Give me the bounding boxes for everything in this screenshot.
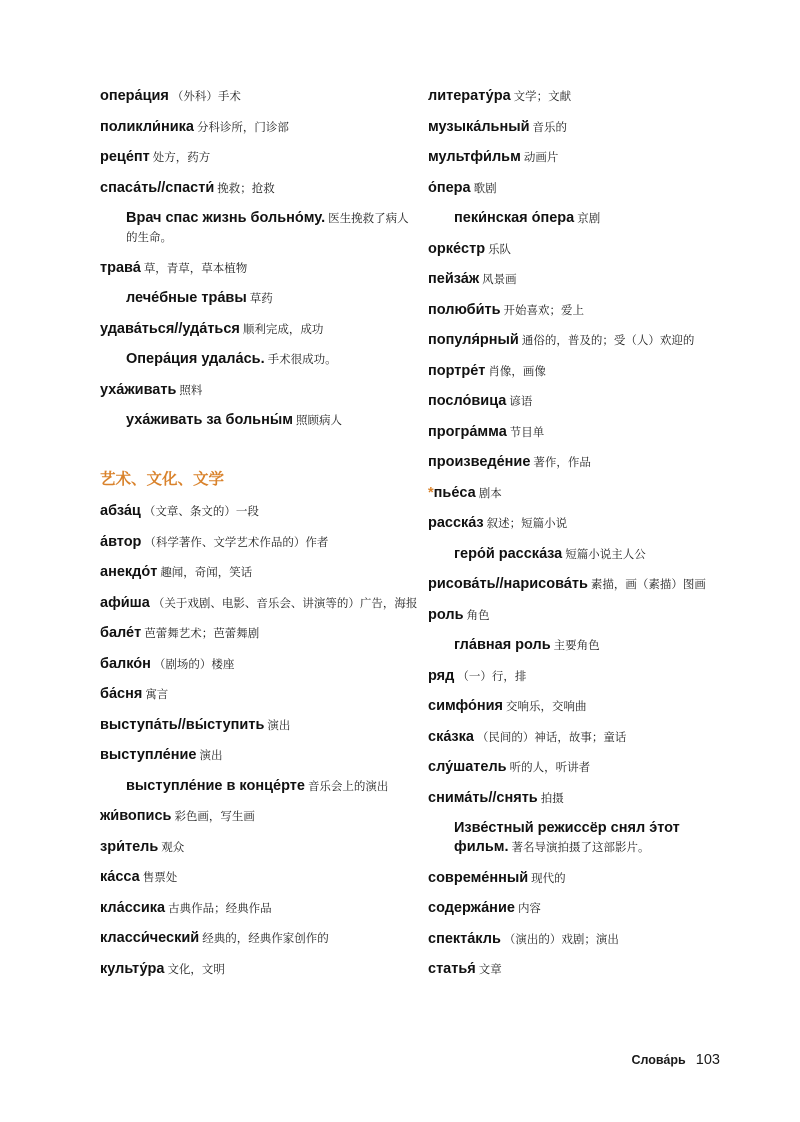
- chinese-translation: 演出: [267, 717, 291, 732]
- vocab-entry: [428, 605, 728, 624]
- vocab-entry: [100, 654, 420, 673]
- russian-word: Опера́ция удала́сь.: [126, 351, 265, 367]
- vocab-entry: [100, 898, 420, 917]
- vocab-entry: [428, 300, 728, 319]
- chinese-translation: 草，青草，草本植物: [143, 260, 248, 275]
- russian-word: лече́бные тра́вы: [126, 290, 247, 306]
- russian-word: полюби́ть: [428, 301, 501, 318]
- example-entry: [454, 818, 728, 856]
- example-entry: [454, 544, 728, 563]
- chinese-translation: 寓言: [145, 687, 169, 701]
- russian-word: выступле́ние в конце́рте: [126, 777, 305, 794]
- vocab-entry: [428, 696, 728, 715]
- vocab-entry: [100, 86, 420, 105]
- vocab-entry: [100, 806, 420, 825]
- section-title: 艺术、文化、文学: [100, 470, 225, 488]
- chinese-translation: 交响乐，交响曲: [506, 699, 587, 713]
- russian-word: мультфи́льм: [428, 149, 521, 165]
- russian-word: ба́сня: [100, 686, 143, 702]
- vocab-entry: [100, 745, 420, 764]
- chinese-translation: 音乐会上的演出: [307, 778, 389, 793]
- chinese-translation: （一）行，排: [457, 668, 527, 683]
- vocab-entry: [100, 562, 420, 581]
- vocab-entry: [428, 666, 728, 685]
- chinese-translation: （关于戏剧、电影、音乐会、讲演等的）广告，海报: [152, 595, 418, 610]
- vocab-entry: [100, 593, 420, 612]
- russian-word: гла́вная роль: [454, 637, 551, 653]
- vocab-entry: [100, 147, 420, 166]
- vocab-entry: [428, 483, 728, 502]
- russian-word: жи́вопись: [100, 808, 172, 824]
- chinese-translation: 风景画: [482, 272, 517, 286]
- chinese-translation: 挽救；抢救: [217, 180, 275, 195]
- chinese-translation: 乐队: [488, 241, 512, 256]
- example-entry: [126, 208, 420, 246]
- chinese-translation: 草药: [249, 291, 273, 305]
- vocab-entry: [428, 929, 728, 948]
- russian-word: портре́т: [428, 362, 486, 379]
- russian-word: уха́живать: [100, 381, 177, 398]
- chinese-translation: 听的人，听讲者: [509, 760, 591, 774]
- right-column: [428, 86, 728, 990]
- chinese-translation: （科学著作、文学艺术作品的）作者: [144, 534, 329, 549]
- russian-word: анекдо́т: [100, 564, 158, 580]
- vocab-entry: [100, 867, 420, 886]
- russian-word: Изве́стный режиссёр снял э́тот фильм.: [454, 820, 680, 855]
- russian-word: посло́вица: [428, 393, 507, 409]
- chinese-translation: 内容: [517, 901, 541, 915]
- chinese-translation: 经典的，经典作家创作的: [202, 931, 329, 945]
- footer-word: Слова́рь: [631, 1053, 686, 1067]
- russian-word: расска́з: [428, 515, 484, 531]
- chinese-translation: 观众: [161, 839, 185, 854]
- right-entries: [428, 86, 728, 978]
- chinese-translation: 动画片: [523, 150, 559, 164]
- vocab-entry: [428, 239, 728, 258]
- vocab-entry: [100, 959, 420, 978]
- example-entry: [454, 635, 728, 654]
- example-entry: [126, 288, 420, 307]
- left-column: [100, 86, 420, 989]
- russian-word: снима́ть//снять: [428, 789, 538, 806]
- chinese-translation: 主要角色: [553, 638, 600, 652]
- russian-word: выступа́ть//вы́ступить: [100, 716, 265, 733]
- russian-word: кла́ссика: [100, 899, 166, 916]
- russian-word: совреме́нный: [428, 869, 529, 886]
- chinese-translation: 短篇小说主人公: [565, 546, 646, 561]
- russian-word: статья́: [428, 961, 476, 977]
- left-entries-top: [100, 86, 420, 429]
- vocab-entry: [100, 623, 420, 642]
- chinese-translation: 分科诊所，门诊部: [196, 119, 289, 134]
- chinese-translation: （剧场的）楼座: [153, 656, 235, 671]
- russian-word: выступле́ние: [100, 747, 197, 763]
- vocab-entry: [100, 380, 420, 399]
- russian-word: трава́: [100, 259, 141, 276]
- russian-word: абза́ц: [100, 503, 141, 519]
- vocab-entry: [428, 452, 728, 471]
- russian-word: пеки́нская о́пера: [454, 210, 575, 226]
- russian-word: ска́зка: [428, 728, 474, 745]
- chinese-translation: 开始喜欢；爱上: [503, 302, 585, 317]
- chinese-translation: 音乐的: [532, 119, 567, 134]
- russian-word: культу́ра: [100, 960, 165, 977]
- vocab-entry: [428, 513, 728, 532]
- russian-word: уха́живать за больны́м: [126, 412, 293, 428]
- russian-word: класси́ческий: [100, 930, 200, 946]
- russian-word: спекта́кль: [428, 930, 501, 947]
- chinese-translation: 芭蕾舞艺术；芭蕾舞剧: [144, 626, 260, 640]
- vocab-entry: [428, 574, 728, 593]
- left-entries-bottom: [100, 501, 420, 978]
- star-mark: *: [428, 484, 434, 501]
- example-entry: [454, 208, 728, 227]
- example-entry: [126, 349, 420, 368]
- vocab-entry: [100, 837, 420, 856]
- chinese-translation: 角色: [466, 607, 490, 622]
- russian-word: балко́н: [100, 655, 151, 672]
- russian-word: о́пера: [428, 179, 471, 196]
- russian-word: зри́тель: [100, 838, 159, 855]
- chinese-translation: 肖像，画像: [488, 363, 546, 378]
- vocab-entry: [428, 959, 728, 978]
- chinese-translation: （民间的）神话，故事；童话: [476, 729, 627, 744]
- vocab-entry: [100, 928, 420, 947]
- chinese-translation: 演出: [199, 748, 223, 762]
- vocab-entry: [100, 319, 420, 338]
- chinese-translation: 医生挽救了病人的生命。: [126, 211, 409, 244]
- vocab-entry: [100, 715, 420, 734]
- chinese-translation: 照顾病人: [295, 413, 342, 427]
- page-footer: [520, 1050, 720, 1069]
- example-entry: [126, 410, 420, 429]
- page-number: 103: [695, 1052, 720, 1068]
- chinese-translation: 节目单: [509, 424, 545, 439]
- chinese-translation: 彩色画，写生画: [174, 809, 255, 823]
- chinese-translation: 著名导演拍摄了这部影片。: [511, 840, 650, 854]
- vocab-entry: [428, 269, 728, 288]
- russian-word: спаса́ть//спасти́: [100, 179, 215, 196]
- vocab-entry: [428, 422, 728, 441]
- vocab-entry: [428, 868, 728, 887]
- vocab-entry: [100, 117, 420, 136]
- vocab-entry: [100, 532, 420, 551]
- russian-word: симфо́ния: [428, 698, 503, 714]
- russian-word: програ́мма: [428, 423, 507, 440]
- chinese-translation: 拍摄: [540, 790, 564, 805]
- chinese-translation: 叙述；短篇小说: [486, 516, 568, 530]
- chinese-translation: 通俗的，普及的；受（人）欢迎的: [521, 333, 695, 347]
- chinese-translation: （外科）手术: [171, 89, 241, 103]
- russian-word: геро́й расска́за: [454, 545, 563, 562]
- chinese-translation: 文章: [478, 962, 502, 976]
- chinese-translation: 文学；文献: [513, 89, 572, 103]
- vocab-entry: [428, 330, 728, 349]
- vocab-entry: [428, 727, 728, 746]
- russian-word: опера́ция: [100, 88, 169, 104]
- russian-word: орке́стр: [428, 240, 486, 257]
- chinese-translation: 文化，文明: [167, 961, 225, 976]
- vocab-entry: [428, 117, 728, 136]
- vocab-entry: [100, 178, 420, 197]
- chinese-translation: 京剧: [577, 211, 601, 225]
- vocab-entry: [100, 501, 420, 520]
- chinese-translation: 趣闻，奇闻，笑话: [160, 565, 253, 579]
- russian-word: Врач спас жизнь больно́му.: [126, 210, 326, 226]
- vocab-entry: [428, 391, 728, 410]
- russian-word: литерату́ра: [428, 88, 511, 104]
- chinese-translation: 照料: [179, 382, 203, 397]
- chinese-translation: 顺利完成，成功: [242, 321, 324, 336]
- chinese-translation: 谚语: [509, 394, 533, 408]
- vocab-entry: [428, 788, 728, 807]
- russian-word: содержа́ние: [428, 900, 515, 916]
- russian-word: слу́шатель: [428, 759, 507, 775]
- chinese-translation: （演出的）戏剧；演出: [503, 931, 619, 946]
- vocab-entry: [428, 86, 728, 105]
- chinese-translation: 现代的: [531, 870, 566, 885]
- russian-word: произведе́ние: [428, 454, 531, 470]
- russian-word: афи́ша: [100, 594, 150, 611]
- russian-word: удава́ться//уда́ться: [100, 320, 240, 337]
- russian-word: ряд: [428, 667, 455, 684]
- chinese-translation: 著作，作品: [533, 455, 591, 469]
- russian-word: а́втор: [100, 533, 142, 550]
- vocab-entry: [100, 684, 420, 703]
- vocab-entry: [428, 757, 728, 776]
- chinese-translation: 售票处: [142, 870, 178, 884]
- russian-word: роль: [428, 606, 464, 623]
- vocab-entry: [428, 147, 728, 166]
- russian-word: рисова́ть//нарисова́ть: [428, 576, 588, 592]
- chinese-translation: 手术很成功。: [267, 352, 337, 366]
- russian-word: музыка́льный: [428, 118, 530, 135]
- chinese-translation: 古典作品；经典作品: [168, 900, 272, 915]
- vocab-entry: [428, 178, 728, 197]
- chinese-translation: 剧本: [478, 485, 502, 500]
- chinese-translation: 处方，药方: [152, 150, 211, 164]
- russian-word: ка́сса: [100, 869, 140, 885]
- russian-word: популя́рный: [428, 332, 519, 348]
- russian-word: поликли́ника: [100, 118, 194, 135]
- vocab-entry: [100, 258, 420, 277]
- russian-word: реце́пт: [100, 149, 150, 165]
- chinese-translation: （文章、条文的）一段: [143, 504, 259, 518]
- vocab-entry: [428, 361, 728, 380]
- russian-word: пье́са: [433, 484, 476, 501]
- russian-word: бале́т: [100, 625, 142, 641]
- chinese-translation: 素描，画（素描）图画: [590, 577, 706, 591]
- chinese-translation: 歌剧: [473, 180, 497, 195]
- russian-word: пейза́ж: [428, 271, 480, 287]
- example-entry: [126, 776, 420, 795]
- vocab-entry: [428, 898, 728, 917]
